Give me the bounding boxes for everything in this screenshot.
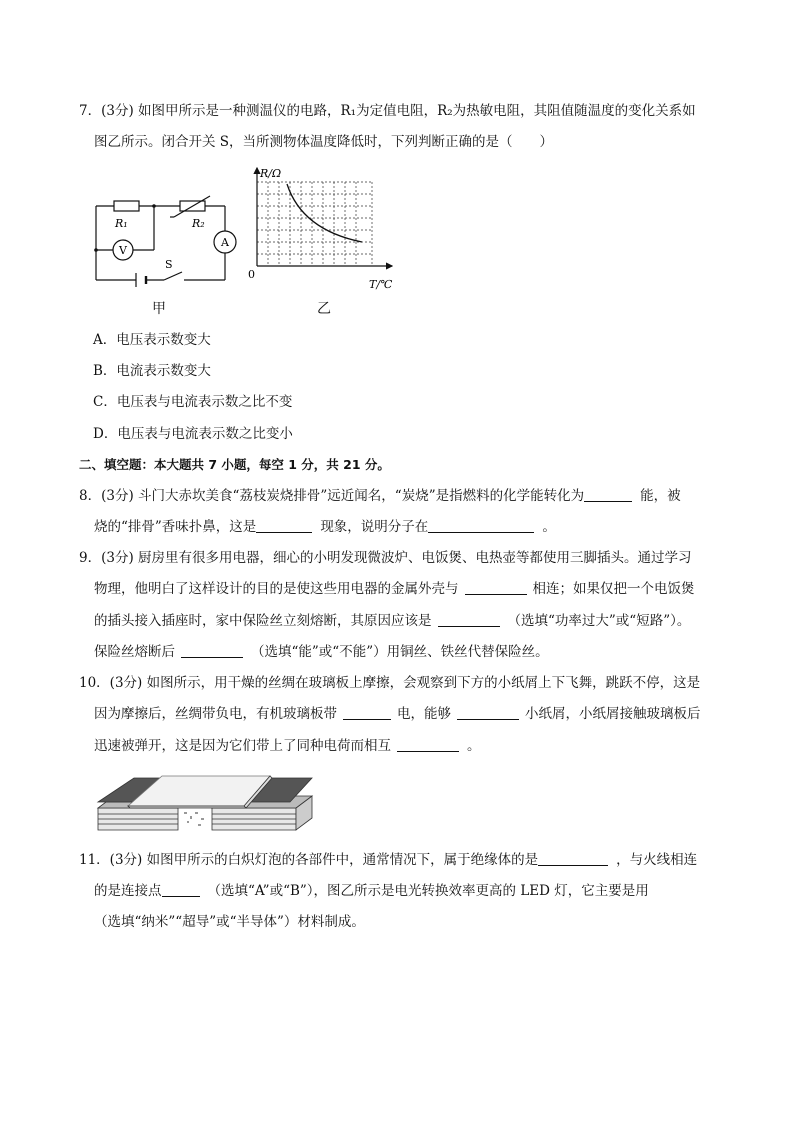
q11-blank-1 [538,851,608,866]
q8-text-2b: 现象，说明分子在 [320,519,429,535]
q9-line2 [94,579,695,599]
switch-label: S [165,258,173,271]
section-heading: 二、填空题：本大题共 7 小题，每空 1 分，共 21 分。 [79,457,390,472]
q11-line1 [79,850,697,870]
q10-line2 [94,704,701,724]
q8-line1 [79,486,681,506]
q7-option-a: A．电压表示数变大 [93,332,211,348]
q7-option-c: C．电压表与电流表示数之比不变 [93,394,293,410]
q7-stem-line2: 图乙所示。闭合开关 S，当所测物体温度降低时，下列判断正确的是（ ） [94,134,554,150]
graph-origin: 0 [248,268,255,281]
q8-line2 [94,517,556,537]
q10-text-3b: 。 [467,738,481,754]
q8-blank-2 [256,518,312,533]
q7-option-d: D．电压表与电流表示数之比变小 [93,426,293,442]
q8-text-2c: 。 [542,519,556,535]
q9-text-4a: 保险丝熔断后 [94,644,175,660]
q10-text-2b: 电，能够 [397,706,451,722]
q9-line3 [94,611,690,631]
graph-caption: 乙 [317,301,331,317]
q11-text-2b: （选填“A”或“B”），图乙所示是电光转换效率更高的 LED 灯，它主要是用 [207,883,649,899]
q10-text-2c: 小纸屑，小纸屑接触玻璃板后 [525,706,701,722]
q11-text-1a: 11．(3分) 如图甲所示的白炽灯泡的各部件中，通常情况下，属于绝缘体的是 [79,852,539,868]
circuit-caption: 甲 [152,301,166,317]
q9-text-2b: 相连；如果仅把一个电饭煲 [532,581,695,597]
q10-line3 [94,736,481,756]
q9-text-2a: 物理，他明白了这样设计的目的是使这些用电器的金属外壳与 [94,581,459,597]
q7-stem-line1: 7．(3分) 如图甲所示是一种测温仪的电路，R₁为定值电阻，R₂为热敏电阻，其阻值随温度的变化关系如 [79,103,696,119]
r1-label: R₁ [115,217,128,230]
q9-line1: 9．(3分) 厨房里有很多用电器，细心的小明发现微波炉、电饭煲、电热壶等都使用三脚插头。通过学习 [79,550,692,566]
circuit-diagram [88,188,248,293]
q8-blank-1 [584,487,632,502]
q9-text-3a: 的插头接入插座时，家中保险丝立刻熔断，其原因应该是 [94,613,432,629]
q8-blank-3 [428,518,534,533]
q10-line1: 10．(3分) 如图所示，用干燥的丝绸在玻璃板上摩擦，会观察到下方的小纸屑上下飞舞，跳跃不停，这是 [79,675,701,691]
q11-blank-2 [162,882,200,897]
graph-ylabel: R/Ω [260,167,282,180]
q11-text-1b: ，与火线相连 [616,852,698,868]
r2-label: R₂ [192,217,205,230]
glass-plate-figure [94,768,320,838]
q10-text-2a: 因为摩擦后，丝绸带负电，有机玻璃板带 [94,706,337,722]
q10-blank-1 [343,705,391,720]
q10-blank-3 [397,737,459,752]
q9-blank-3 [181,643,243,658]
q9-line4 [94,642,549,662]
q9-blank-2 [438,612,500,627]
q10-text-3a: 迅速被弹开，这是因为它们带上了同种电荷而相互 [94,738,391,754]
q8-text-2a: 烧的“排骨”香味扑鼻，这是 [94,519,257,535]
q8-text-1b: 能，被 [640,488,681,504]
q11-text-2a: 的是连接点 [94,883,162,899]
q7-option-b: B．电流表示数变大 [93,363,211,379]
q10-blank-2 [457,705,519,720]
q11-line3: （选填“纳米”“超导”或“半导体”）材料制成。 [94,914,365,930]
ammeter-label: A [221,236,229,249]
voltmeter-label: V [119,244,127,257]
q9-text-3b: （选填“功率过大”或“短路”）。 [507,613,691,629]
q9-blank-1 [465,580,527,595]
q9-text-4b: （选填“能”或“不能”）用铜丝、铁丝代替保险丝。 [251,644,549,660]
graph-xlabel: T/℃ [369,278,393,290]
resistance-temperature-graph [244,162,404,290]
q8-text-1a: 8．(3分) 斗门大赤坎美食“荔枝炭烧排骨”远近闻名，“炭烧”是指燃料的化学能转化为 [79,488,585,504]
q11-line2 [94,881,649,901]
